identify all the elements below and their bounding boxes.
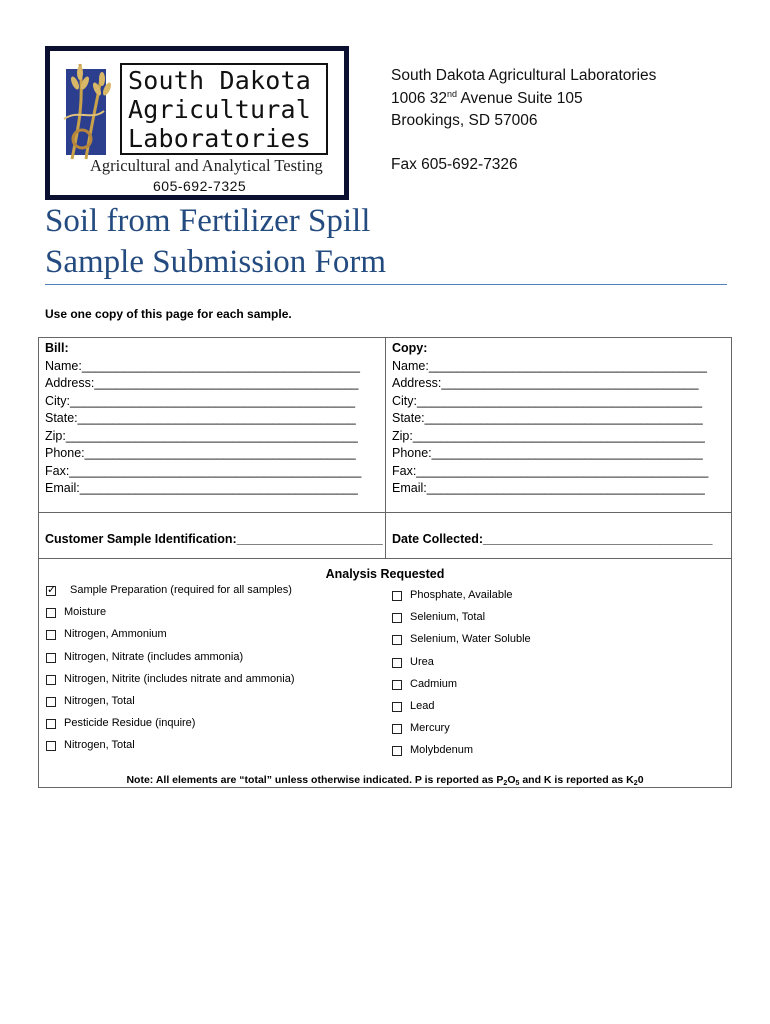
instruction-text: Use one copy of this page for each sample. [45, 307, 292, 321]
logo-line-2: Agricultural [128, 95, 312, 124]
bill-heading: Bill: [45, 341, 69, 355]
lab-logo [45, 46, 349, 200]
analysis-label: Sample Preparation (required for all samples) [70, 584, 292, 596]
bill-section [45, 340, 361, 498]
analysis-item[interactable] [46, 717, 295, 739]
analysis-item[interactable] [46, 673, 295, 695]
checkbox[interactable] [392, 680, 402, 690]
analysis-heading: Analysis Requested [325, 567, 445, 581]
copy-heading: Copy: [392, 341, 428, 355]
date-collected-field[interactable]: Date Collected:_________________________________ [392, 532, 713, 546]
analysis-label: Selenium, Water Soluble [410, 633, 531, 646]
copy-email-field[interactable]: Email:________________________________________ [392, 481, 705, 495]
customer-sample-id-field[interactable]: Customer Sample Identification:_____________________ [45, 532, 383, 546]
checkbox[interactable] [392, 746, 402, 756]
bill-fax-field[interactable]: Fax:__________________________________________ [45, 463, 362, 478]
lab-street: 1006 32nd Avenue Suite 105 [391, 88, 583, 107]
checkbox[interactable] [392, 635, 402, 645]
title-divider [45, 284, 727, 285]
lab-name: South Dakota Agricultural Laboratories [391, 67, 657, 84]
checkbox[interactable] [392, 591, 402, 601]
analysis-label: Nitrogen, Total [64, 694, 135, 707]
checkbox[interactable] [46, 697, 56, 707]
copy-zip-field[interactable]: Zip:__________________________________________ [392, 428, 705, 443]
checkbox[interactable] [46, 653, 56, 663]
logo-phone: 605-692-7325 [153, 178, 247, 194]
logo-line-1: South Dakota [128, 66, 312, 95]
checkbox[interactable] [46, 719, 56, 729]
copy-state-field[interactable]: State:________________________________________ [392, 411, 703, 425]
analysis-label: Selenium, Total [410, 611, 486, 624]
analysis-label: Cadmium [410, 677, 458, 690]
analysis-item[interactable] [46, 695, 295, 717]
analysis-list-left [46, 584, 295, 762]
logo-tagline: Agricultural and Analytical Testing [90, 156, 323, 175]
analysis-label: Molybdenum [410, 744, 473, 757]
analysis-label: Nitrogen, Nitrate (includes ammonia) [64, 650, 244, 663]
analysis-label: Lead [410, 699, 435, 712]
checkbox[interactable] [392, 702, 402, 712]
analysis-item[interactable] [46, 651, 295, 673]
checkbox[interactable] [46, 675, 56, 685]
copy-section [392, 340, 708, 498]
analysis-item[interactable] [392, 744, 531, 766]
footnote: Note: All elements are “total” unless otherwise indicated. P is reported as $P_2O_5$ and K is reported as $K_20$ [126, 774, 644, 787]
logo-panel [50, 51, 344, 195]
analysis-item[interactable] [46, 739, 295, 761]
submission-form [38, 337, 732, 788]
row-divider-2 [39, 558, 731, 559]
analysis-item[interactable] [392, 633, 531, 655]
lab-address [391, 65, 656, 176]
analysis-label: Nitrogen, Ammonium [64, 628, 167, 641]
column-divider [385, 338, 386, 559]
copy-name-field[interactable]: Name:________________________________________ [392, 358, 707, 373]
analysis-list-right [392, 589, 531, 767]
bill-email-field[interactable]: Email:________________________________________ [45, 481, 358, 495]
checkbox[interactable] [46, 630, 56, 640]
analysis-item[interactable] [392, 700, 531, 722]
analysis-label: Urea [410, 655, 434, 668]
row-divider-1 [39, 512, 731, 513]
analysis-label: Mercury [410, 722, 450, 735]
analysis-item[interactable] [392, 722, 531, 744]
bill-address-field[interactable]: Address:______________________________________ [45, 376, 359, 390]
analysis-item[interactable] [392, 611, 531, 633]
analysis-label: Moisture [64, 606, 107, 619]
analysis-item[interactable] [392, 678, 531, 700]
analysis-item[interactable] [46, 606, 295, 628]
bill-name-field[interactable]: Name:________________________________________ [45, 358, 360, 373]
checkbox[interactable] [46, 586, 56, 596]
analysis-label: Nitrogen, Nitrite (includes nitrate and ammonia) [64, 672, 295, 685]
form-title-line-1: Soil from Fertilizer Spill [45, 203, 371, 239]
copy-fax-field[interactable]: Fax:__________________________________________ [392, 463, 709, 478]
checkbox[interactable] [46, 741, 56, 751]
logo-wordmark [120, 63, 328, 155]
form-title [45, 201, 386, 283]
copy-phone-field[interactable]: Phone:_______________________________________ [392, 446, 703, 460]
checkbox[interactable] [392, 724, 402, 734]
form-title-line-2: Sample Submission Form [45, 244, 387, 280]
copy-city-field[interactable]: City:_________________________________________ [392, 393, 703, 408]
logo-line-3: Laboratories [128, 124, 312, 153]
bill-state-field[interactable]: State:________________________________________ [45, 411, 356, 425]
checkbox[interactable] [46, 608, 56, 618]
wheat-logo-icon [58, 59, 122, 163]
analysis-item[interactable] [46, 584, 295, 606]
analysis-label: Pesticide Residue (inquire) [64, 717, 196, 730]
analysis-item[interactable] [46, 628, 295, 650]
analysis-item[interactable] [392, 656, 531, 678]
lab-city: Brookings, SD 57006 [391, 112, 538, 129]
checkbox[interactable] [392, 658, 402, 668]
analysis-label: Phosphate, Available [410, 589, 513, 601]
copy-address-field[interactable]: Address:_____________________________________ [392, 376, 699, 390]
analysis-label: Nitrogen, Total [64, 739, 135, 752]
checkbox[interactable] [392, 613, 402, 623]
lab-fax: Fax 605-692-7326 [391, 155, 518, 173]
bill-phone-field[interactable]: Phone:_______________________________________ [45, 446, 356, 460]
bill-city-field[interactable]: City:_________________________________________ [45, 393, 356, 408]
bill-zip-field[interactable]: Zip:__________________________________________ [45, 428, 358, 443]
analysis-item[interactable] [392, 589, 531, 611]
